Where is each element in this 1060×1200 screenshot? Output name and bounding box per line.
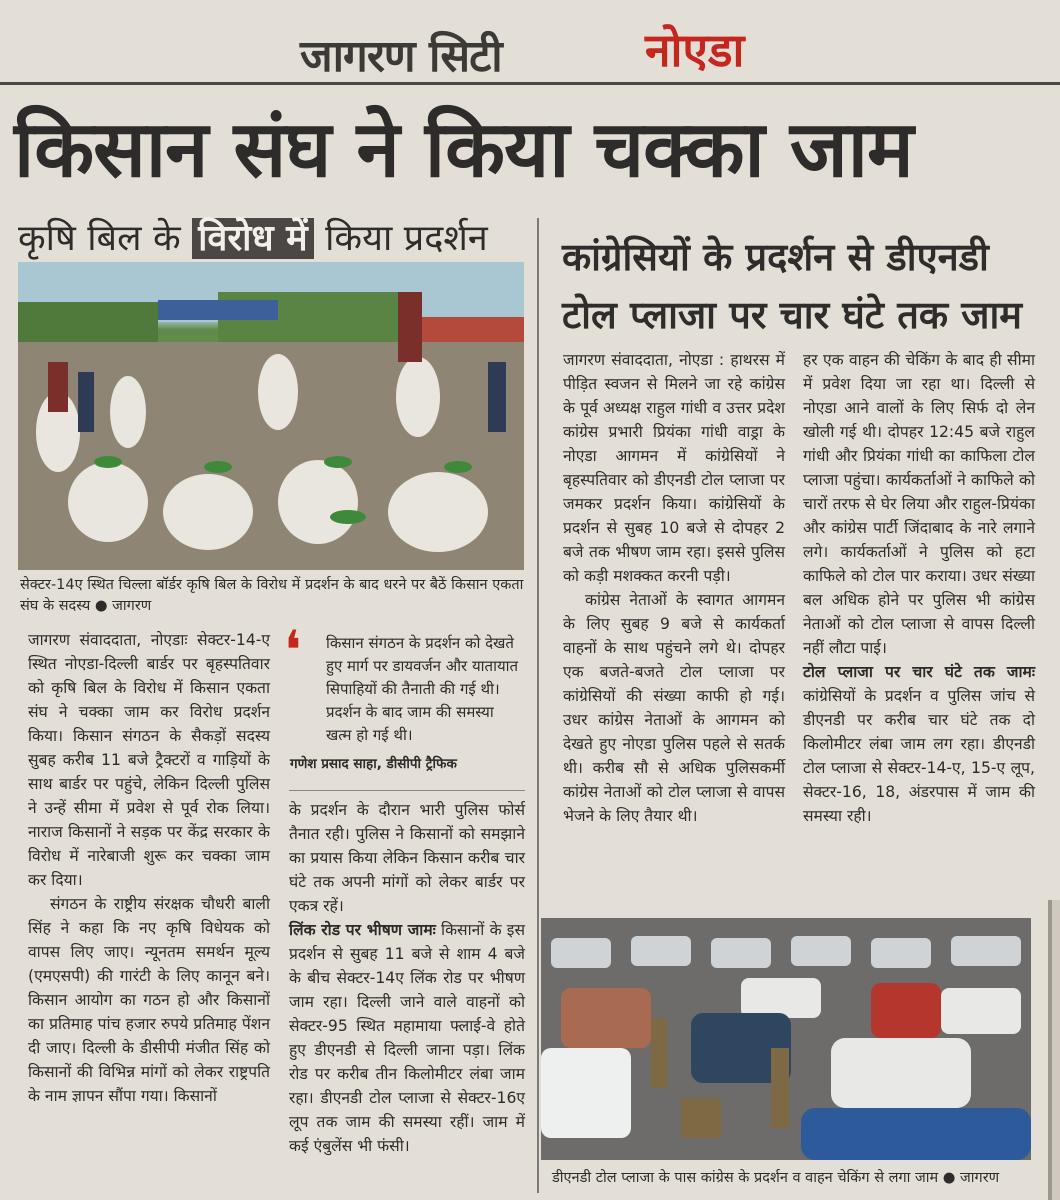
pull-quote <box>284 619 522 776</box>
main-story-paragraph-3: के प्रदर्शन के दौरान भारी पुलिस फोर्स तैनात रही। पुलिस ने किसानों को समझाने का प्रयास किया लेकिन किसान करीब चार घंटे तक अपनी मांगों को लेकर बार्डर पर एकत्र रहें। <box>289 801 525 915</box>
page-edge-shadow <box>1048 900 1052 1200</box>
side-story-column-2 <box>803 348 1035 828</box>
quote-mark-icon: ❛ <box>284 619 302 682</box>
masthead-rule <box>0 82 1060 85</box>
traffic-jam-photo-art <box>541 918 1031 1160</box>
pull-quote-text: किसान संगठन के प्रदर्शन को देखते हुए मार्ग पर डायवर्जन और यातायात सिपाहियों की तैनाती की गई थी। प्रदर्शन के बाद जाम की समस्या खत्म हो गई थी। <box>326 634 519 744</box>
side-story-paragraph-4: कांग्रेसियों के प्रदर्शन व पुलिस जांच से डीएनडी पर करीब चार घंटे तक दो किलोमीटर लंबा जाम लग रहा। डीएनडी टोल प्लाजा से सेक्टर-14-ए, 15-ए लूप, सेक्टर-16, 18, अंडरपास में जाम की समस्या रही। <box>803 687 1035 825</box>
side-story-headline: कांग्रेसियों के प्रदर्शन से डीएनडी टोल प्लाजा पर चार घंटे तक जाम <box>562 235 1023 337</box>
masthead-city-label: जागरण सिटी <box>300 31 502 82</box>
side-story-paragraph-1: जागरण संवाददाता, नोएडा : हाथरस में पीड़ित स्वजन से मिलने जा रहे कांग्रेस के पूर्व अध्यक्ष राहुल गांधी व उत्तर प्रदेश कांग्रेस प्रभारी प्रियंका गांधी वाड्रा के नोएडा आगमन में कांग्रेसियों ने बृहस्पतिवार को डीएनडी टोल प्लाजा पर जमकर प्रदर्शन किया। कांग्रेसियों के प्रदर्शन से सुबह 10 बजे से दोपहर 2 बजे तक भीषण जाम रहा। इससे पुलिस को कड़ी मशक्कत करनी पड़ी। <box>563 351 785 585</box>
column-divider <box>537 218 539 1193</box>
main-subhead <box>18 212 488 261</box>
farmers-protest-photo <box>18 262 524 570</box>
main-story-paragraph-4: किसानों के इस प्रदर्शन से सुबह 11 बजे से शाम 4 बजे के बीच सेक्टर-14ए लिंक रोड पर भीषण जाम रहा। दिल्ली जाने वाले वाहनों को सेक्टर-95 स्थित महामाया फ्लाई-वे होते हुए डीएनडी से दिल्ली जाना पड़ा। लिंक रोड पर करीब तीन किलोमीटर लंबा जाम रहा। डीएनडी टोल प्लाजा से सेक्टर-16ए लूप तक जाम की समस्या रहीं। जाम में कई एंबुलेंस भी फंसी। <box>289 921 525 1155</box>
pull-quote-source: गणेश प्रसाद साहा, डीसीपी ट्रैफिक <box>290 756 457 772</box>
masthead-edition: नोएडा <box>635 18 754 80</box>
traffic-jam-photo <box>541 918 1031 1160</box>
subhead-text-before: कृषि बिल के <box>18 218 181 259</box>
farmers-photo-caption: सेक्टर-14ए स्थित चिल्ला बॉर्डर कृषि बिल के विरोध में प्रदर्शन के बाद धरने पर बैठें किसान एकता संघ के सदस्य ● जागरण <box>20 577 524 614</box>
quote-separator <box>289 790 525 791</box>
farmers-protest-photo-art <box>18 262 524 570</box>
traffic-photo-caption: डीएनडी टोल प्लाजा के पास कांग्रेस के प्रदर्शन व वाहन चेकिंग से लगा जाम ● जागरण <box>552 1170 1000 1186</box>
main-headline: किसान संघ ने किया चक्का जाम <box>14 105 913 195</box>
main-story-column-1 <box>28 628 270 1108</box>
main-story-paragraph-2: संगठन के राष्ट्रीय संरक्षक चौधरी बाली सिंह ने कहा कि नए कृषि विधेयक को वापस लिए जाए। न्यूनतम समर्थन मूल्य (एमएसपी) की गारंटी के लिए कानून बने। किसान आयोग का गठन हो और किसानों का प्रतिमाह पांच हजार रुपये प्रतिमाह पेंशन दी जाए। दिल्ली के डीसीपी मंजीत सिंह को किसानों की विभिन्न मांगों को लेकर राष्ट्रपति के नाम ज्ञापन सौंपा गया। किसानों <box>28 895 270 1105</box>
main-story-crosshead: लिंक रोड पर भीषण जामः <box>289 921 436 939</box>
side-story-crosshead: टोल प्लाजा पर चार घंटे तक जामः <box>803 663 1035 681</box>
main-story-column-2 <box>289 798 525 1158</box>
main-story-paragraph-1: जागरण संवाददाता, नोएडाः सेक्टर-14-ए स्थित नोएडा-दिल्ली बार्डर पर बृहस्पतिवार को कृषि बिल के विरोध में किसान एकता संघ ने चक्का जाम कर विरोध प्रदर्शन किया। किसान संगठन के सैकड़ों सदस्य सुबह करीब 11 बजे ट्रैक्टरों व गाड़ियों के साथ बार्डर पर पहुंचे, लेकिन दिल्ली पुलिस ने उन्हें सीमा में प्रवेश से पूर्व रोक लिया। नाराज किसानों ने सड़क पर केंद्र सरकार के विरोध में नारेबाजी शुरू कर चक्का जाम कर दिया। <box>28 631 270 889</box>
side-story-paragraph-2: कांग्रेस नेताओं के स्वागत आगमन के लिए सुबह 9 बजे से कार्यकर्ता वाहनों के साथ पहुंचने लगे थे। दोपहर एक बजते-बजते टोल प्लाजा पर कांग्रेसियों की संख्या काफी हो गई। उधर कांग्रेस नेताओं के आगमन को देखते हुए नोएडा पुलिस पहले से सतर्क थी। करीब सौ से अधिक पुलिसकर्मी कांग्रेस नेताओं को टोल प्लाजा से वापस भेजने के लिए तैयार थी। <box>563 591 785 825</box>
masthead <box>0 22 1060 82</box>
side-story-paragraph-3: हर एक वाहन की चेकिंग के बाद ही सीमा में प्रवेश दिया जा रहा था। दिल्ली से नोएडा आने वालों के लिए सिर्फ दो लेन खोली गई थी। दोपहर 12:45 बजे राहुल गांधी और प्रियंका गांधी का काफिला टोल प्लाजा पहुंचा। कार्यकर्ताओं ने काफिले को चारों तरफ से घेर लिया और राहुल-प्रियंका और कांग्रेस पार्टी जिंदाबाद के नारे लगाने लगे। कार्यकर्ताओं ने पुलिस को हटा काफिले को टोल पार कराया। उधर संख्या बल अधिक होने पर पुलिस भी कांग्रेस नेताओं को टोल प्लाजा से वापस दिल्ली नहीं लौटा पाई। <box>803 351 1035 657</box>
side-story-column-1 <box>563 348 785 828</box>
subhead-highlight-box: विरोध में <box>192 218 314 259</box>
subhead-text-after: किया प्रदर्शन <box>325 218 488 259</box>
